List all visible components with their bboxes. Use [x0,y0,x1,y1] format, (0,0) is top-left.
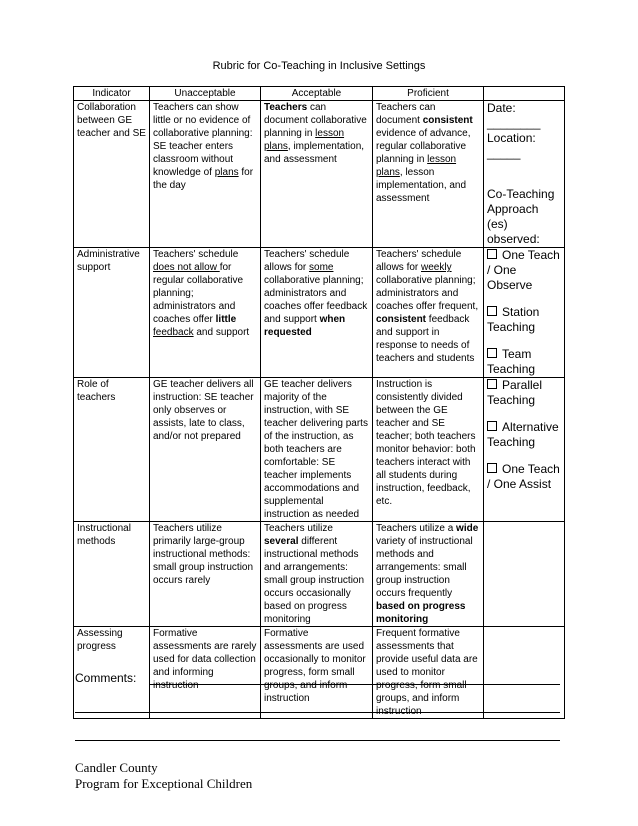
option-one-teach-one-observe[interactable]: One Teach / One Observe [487,248,560,292]
page-title: Rubric for Co-Teaching in Inclusive Settings [212,60,426,72]
option-team-teaching[interactable]: Team Teaching [487,347,536,376]
acceptable-cell: GE teacher delivers majority of the instruction, with SE teacher delivering parts of the instruction, as both teachers are comfortable: SE teacher implements accommodations and supplemental instruction as needed [261,378,373,522]
comments-line[interactable] [75,712,560,713]
indicator-cell: Collaboration between GE teacher and SE [74,101,150,248]
header-indicator: Indicator [74,87,150,101]
unacceptable-cell: Teachers can show little or no evidence of collaborative planning: SE teacher enters classroom without knowledge of plans for the day [150,101,261,248]
option-one-teach-one-assist[interactable]: One Teach / One Assist [487,462,560,491]
proficient-cell: Teachers can document consistent evidence of advance, regular collaborative planning in lesson plans, lesson implementation, and assessment [373,101,484,248]
unacceptable-cell: Formative assessments are rarely used for data collection and informing instruction [150,627,261,719]
option-parallel-teaching[interactable]: Parallel Teaching [487,378,543,407]
unacceptable-cell: Teachers' schedule does not allow for regular collaborative planning; administrators and coaches offer little feedback and support [150,248,261,378]
checkbox-icon[interactable] [487,249,497,259]
rubric-table [73,86,565,719]
acceptable-cell: Teachers utilize several different instructional methods and arrangements: small group instruction occurs occasionally based on progress monitoring [261,522,373,627]
date-field[interactable]: Date: ________ [487,101,541,130]
proficient-cell: Frequent formative assessments that provide useful data are used to monitor progress, form small groups, and inform instruction [373,627,484,719]
proficient-cell: Instruction is consistently divided between the GE teacher and SE teacher; both teachers monitor behavior: both teachers interact with all students during instruction, feedback, etc. [373,378,484,522]
checkbox-icon[interactable] [487,348,497,358]
footer-line-1: Candler County [75,760,158,775]
checkbox-icon[interactable] [487,306,497,316]
observation-info-cell [484,101,565,248]
checkbox-icon[interactable] [487,463,497,473]
indicator-cell: Role of teachers [74,378,150,522]
approach-options-cell [484,248,565,378]
checkbox-icon[interactable] [487,421,497,431]
indicator-cell: Assessing progress [74,627,150,719]
header-acceptable: Acceptable [261,87,373,101]
header-row [74,87,565,101]
header-blank [484,87,565,101]
blank-cell [484,627,565,719]
table-row [74,522,565,627]
unacceptable-cell: Teachers utilize primarily large-group instructional methods: small group instruction occurs rarely [150,522,261,627]
footer-line-2: Program for Exceptional Children [75,776,253,791]
header-unacceptable: Unacceptable [150,87,261,101]
option-station-teaching[interactable]: Station Teaching [487,305,540,334]
table-row [74,627,565,719]
checkbox-icon[interactable] [487,379,497,389]
indicator-cell: Instructional methods [74,522,150,627]
header-proficient: Proficient [373,87,484,101]
indicator-cell: Administrative support [74,248,150,378]
option-alternative-teaching[interactable]: Alternative Teaching [487,420,559,449]
proficient-cell: Teachers' schedule allows for weekly collaborative planning; administrators and coaches offer frequent, consistent feedback and support in response to needs of teachers and students [373,248,484,378]
comments-line[interactable] [75,740,560,741]
location-field[interactable]: Location: _____ [487,131,536,160]
table-row [74,248,565,378]
comments-line[interactable] [149,684,560,685]
unacceptable-cell: GE teacher delivers all instruction: SE teacher only observes or assists, late to class, and/or not prepared [150,378,261,522]
comments-label: Comments: [75,671,137,685]
table-row [74,101,565,248]
table-row [74,378,565,522]
acceptable-cell: Formative assessments are used occasionally to monitor progress, form small groups, and inform instruction [261,627,373,719]
acceptable-cell: Teachers' schedule allows for some collaborative planning; administrators and coaches offer feedback and support when requested [261,248,373,378]
proficient-cell: Teachers utilize a wide variety of instructional methods and arrangements: small group instruction occurs frequently based on progress monitoring [373,522,484,627]
blank-cell [484,522,565,627]
acceptable-cell: Teachers can document collaborative planning in lesson plans, implementation, and assessment [261,101,373,248]
approach-options-cell [484,378,565,522]
approach-label: Co-Teaching Approach (es) observed: [487,187,555,246]
